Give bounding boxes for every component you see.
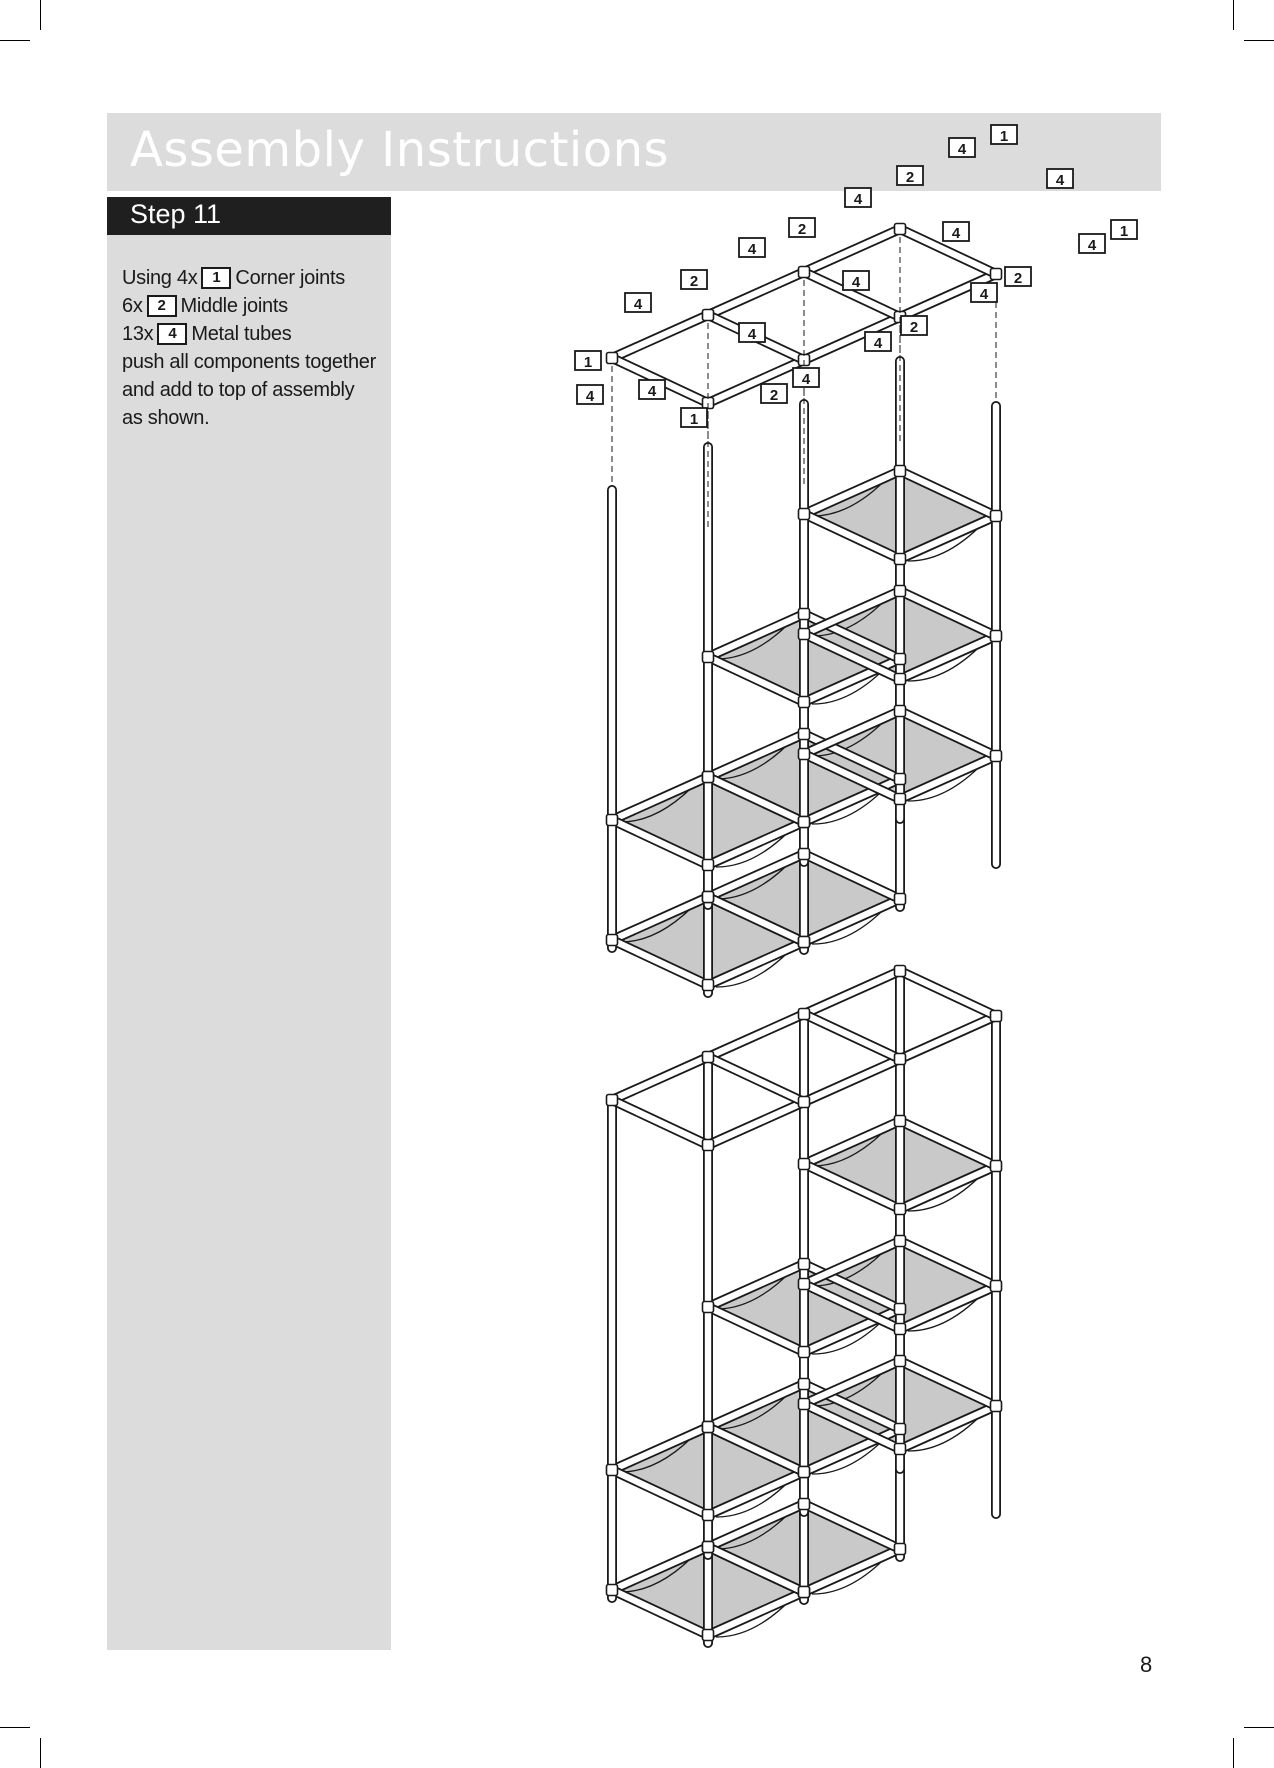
- part-label: 1: [583, 354, 593, 371]
- joint-connector: [991, 751, 1002, 762]
- joint-connector: [895, 1204, 906, 1215]
- joint-connector: [799, 1587, 810, 1598]
- joint-connector: [799, 267, 810, 278]
- joint-connector: [895, 1544, 906, 1555]
- top-frame-tube: [708, 272, 804, 315]
- joint-connector: [991, 269, 1002, 280]
- part-label: 2: [689, 273, 699, 290]
- joint-connector: [607, 935, 618, 946]
- joint-connector: [895, 1116, 906, 1127]
- instruction-prefix: 6x: [122, 295, 143, 317]
- part-label: 4: [1055, 172, 1065, 189]
- part-label: 2: [905, 169, 915, 186]
- joint-connector: [607, 815, 618, 826]
- instruction-line: push all components together: [122, 351, 376, 373]
- page-number: 8: [1140, 1652, 1153, 1677]
- instruction-text: [122, 264, 390, 432]
- joint-connector: [895, 554, 906, 565]
- part-label: 4: [585, 388, 595, 405]
- instruction-line: [122, 264, 390, 292]
- joint-connector: [895, 894, 906, 905]
- part-label: 2: [797, 221, 807, 238]
- part-label: 4: [747, 326, 757, 343]
- instruction-prefix: Using 4x: [122, 267, 198, 289]
- part-label: 4: [647, 383, 657, 400]
- joint-connector: [799, 1467, 810, 1478]
- joint-connector: [799, 1499, 810, 1510]
- joint-connector: [895, 1236, 906, 1247]
- instruction-line: and add to top of assembly: [122, 379, 355, 401]
- top-tube: [708, 1014, 804, 1057]
- joint-connector: [703, 1140, 714, 1151]
- part-label: 4: [957, 141, 967, 158]
- part-number-box: 4: [157, 323, 187, 345]
- step-label: Step 11: [130, 199, 222, 229]
- joint-connector: [895, 706, 906, 717]
- joint-connector: [799, 1379, 810, 1390]
- part-label: 2: [1013, 270, 1023, 287]
- joint-connector: [703, 1630, 714, 1641]
- page-title: Assembly Instructions: [130, 122, 670, 178]
- part-label: 1: [1119, 223, 1129, 240]
- part-label: 2: [769, 387, 779, 404]
- part-label: 4: [853, 191, 863, 208]
- joint-connector: [895, 654, 906, 665]
- top-frame-tube: [612, 315, 708, 358]
- joint-connector: [799, 937, 810, 948]
- joint-connector: [703, 772, 714, 783]
- joint-connector: [703, 310, 714, 321]
- joint-connector: [799, 729, 810, 740]
- instruction-suffix: Middle joints: [180, 295, 288, 317]
- joint-connector: [991, 1401, 1002, 1412]
- joint-connector: [895, 774, 906, 785]
- joint-connector: [991, 1281, 1002, 1292]
- part-label: 4: [1087, 237, 1097, 254]
- joint-connector: [799, 1259, 810, 1270]
- joint-connector: [895, 586, 906, 597]
- joint-connector: [895, 794, 906, 805]
- joint-connector: [799, 1097, 810, 1108]
- joint-connector: [703, 1052, 714, 1063]
- top-tube: [900, 971, 996, 1016]
- joint-connector: [703, 892, 714, 903]
- joint-connector: [607, 1585, 618, 1596]
- joint-connector: [799, 697, 810, 708]
- joint-connector: [799, 1399, 810, 1410]
- joint-connector: [607, 353, 618, 364]
- instruction-line: [122, 320, 390, 348]
- top-tube: [804, 971, 900, 1014]
- part-label: 1: [689, 411, 699, 428]
- joint-connector: [703, 1510, 714, 1521]
- top-tube: [708, 1057, 804, 1102]
- joint-connector: [703, 860, 714, 871]
- instruction-prefix: 13x: [122, 323, 154, 345]
- top-tube: [900, 1016, 996, 1059]
- joint-connector: [991, 1161, 1002, 1172]
- joint-connector: [895, 674, 906, 685]
- joint-connector: [799, 609, 810, 620]
- part-label: 4: [873, 335, 883, 352]
- instruction-suffix: Corner joints: [235, 267, 345, 289]
- part-label: 4: [951, 225, 961, 242]
- joint-connector: [895, 1054, 906, 1065]
- joint-connector: [991, 631, 1002, 642]
- top-tube: [612, 1057, 708, 1100]
- joint-connector: [991, 511, 1002, 522]
- part-label: 4: [747, 241, 757, 258]
- joint-connector: [703, 652, 714, 663]
- joint-connector: [799, 1159, 810, 1170]
- joint-connector: [799, 1347, 810, 1358]
- joint-connector: [799, 1279, 810, 1290]
- joint-connector: [991, 1011, 1002, 1022]
- joint-connector: [895, 1444, 906, 1455]
- top-frame-tube: [804, 229, 900, 272]
- joint-connector: [607, 1465, 618, 1476]
- joint-connector: [895, 466, 906, 477]
- joint-connector: [703, 1302, 714, 1313]
- joint-connector: [895, 1356, 906, 1367]
- joint-connector: [895, 224, 906, 235]
- joint-connector: [799, 1009, 810, 1020]
- instruction-line: [122, 292, 390, 320]
- joint-connector: [895, 1424, 906, 1435]
- joint-connector: [799, 849, 810, 860]
- top-tube: [708, 1102, 804, 1145]
- joint-connector: [703, 1542, 714, 1553]
- top-tube: [804, 1014, 900, 1059]
- part-label: 4: [979, 286, 989, 303]
- part-number-box: 1: [201, 267, 231, 289]
- instruction-suffix: Metal tubes: [191, 323, 292, 345]
- joint-connector: [799, 817, 810, 828]
- joint-connector: [799, 749, 810, 760]
- part-number-box: 2: [147, 295, 177, 317]
- joint-connector: [799, 509, 810, 520]
- part-label: 4: [633, 296, 643, 313]
- joint-connector: [895, 1304, 906, 1315]
- joint-connector: [799, 629, 810, 640]
- instruction-line: as shown.: [122, 407, 210, 429]
- joint-connector: [895, 966, 906, 977]
- top-tube: [612, 1100, 708, 1145]
- top-tube: [804, 1059, 900, 1102]
- joint-connector: [895, 1324, 906, 1335]
- joint-connector: [703, 1422, 714, 1433]
- top-frame-tube: [708, 360, 804, 403]
- part-label: 4: [851, 274, 861, 291]
- part-label: 4: [801, 371, 811, 388]
- joint-connector: [703, 980, 714, 991]
- part-label: 2: [909, 319, 919, 336]
- joint-connector: [607, 1095, 618, 1106]
- part-label: 1: [999, 128, 1009, 145]
